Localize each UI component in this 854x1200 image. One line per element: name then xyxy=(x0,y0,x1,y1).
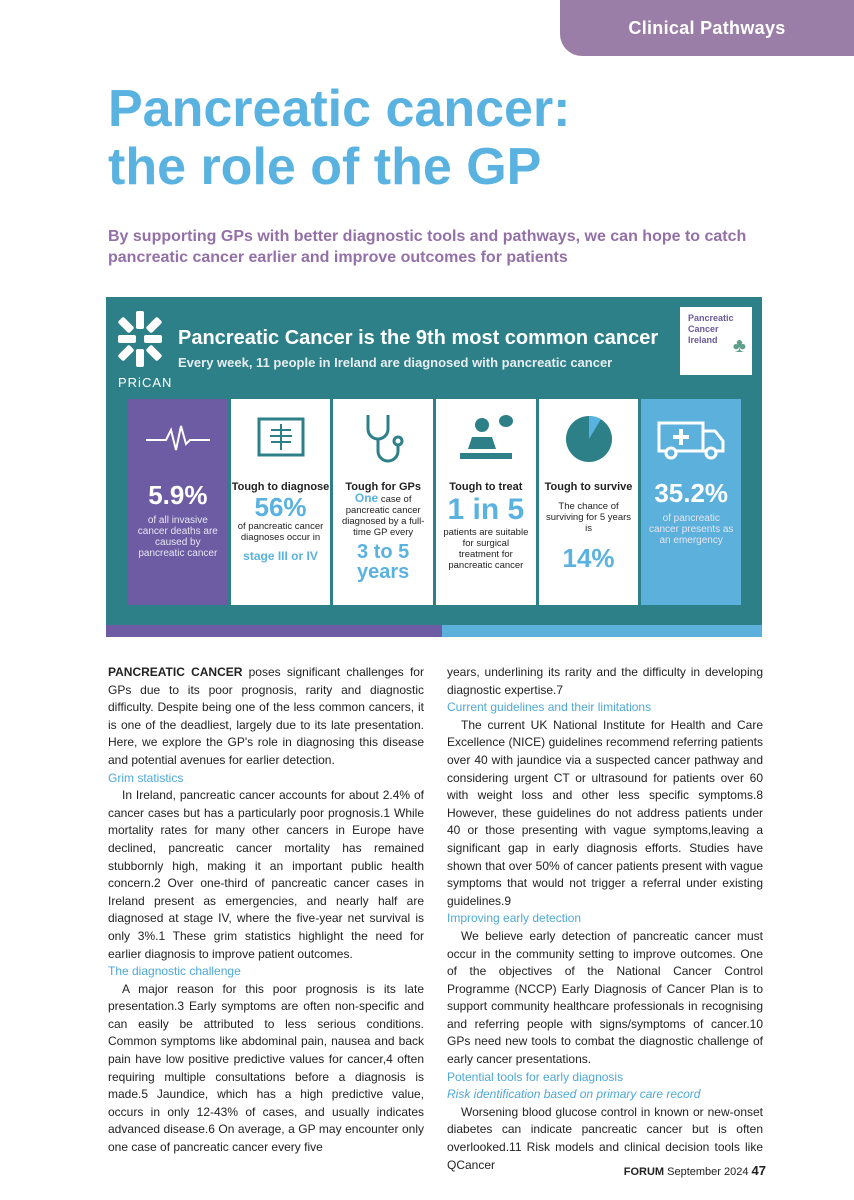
infographic-headline: Pancreatic Cancer is the 9th most common cancer xyxy=(178,327,659,349)
stat-gps-one: One xyxy=(354,491,379,505)
stat-treat-label: Tough to treat xyxy=(449,481,523,493)
pancreatic-cancer-ireland-logo xyxy=(680,307,752,375)
stat-gps-body: case of pancreatic cancer diagnosed by a full-time GP every xyxy=(341,494,425,538)
article-standfirst: By supporting GPs with better diagnostic tools and pathways, we can hope to catch pancreatic cancer earlier and improve outcomes for patients xyxy=(108,228,747,266)
stat-survive-label: Tough to survive xyxy=(544,481,633,493)
pie-icon xyxy=(539,399,639,479)
stat-deaths-value: 5.9% xyxy=(148,480,208,510)
stat-card-emergency xyxy=(641,399,741,605)
stat-card-deaths xyxy=(128,399,228,605)
heading-grim-statistics: Grim statistics xyxy=(108,770,184,785)
pricancan-logo-text: PRiCAN xyxy=(118,375,173,390)
stat-card-treat xyxy=(436,399,536,605)
heading-potential-tools: Potential tools for early diagnosis xyxy=(447,1069,624,1084)
stat-diagnose-text: of pancreatic cancer diagnoses occur in xyxy=(237,521,324,543)
stat-deaths-text: of all invasive cancer deaths are caused by pancreatic cancer xyxy=(137,515,218,559)
subheading-risk-identification: Risk identification based on primary care record xyxy=(447,1087,701,1102)
heading-current-guidelines: Current guidelines and their limitations xyxy=(447,700,652,715)
article-title xyxy=(108,80,571,196)
stat-gps-text xyxy=(333,493,433,538)
paragraph-grim-statistics: In Ireland, pancreatic cancer accounts for about 2.4% of cancer cases but has a particularly poor prognosis.1 While mortality rates for many other cancers in Europe have declined, pancreatic cancer mortality has remained stubbornly high, making it an important public health concern.2 Over one-third of pancreatic cancer cases in Ireland present as emergencies, and nearly half are diagnosed at stage IV, where the five-year net survival is only 3%.1 These grim statistics highlight the need for earlier diagnosis to improve patient outcomes. xyxy=(108,788,424,961)
stat-diagnose-value: 56% xyxy=(254,492,307,522)
footer-brand: FORUM xyxy=(623,1166,665,1178)
intro-lead: PANCREATIC CANCER xyxy=(108,665,243,679)
column-right xyxy=(447,664,763,1174)
stat-emergency-text: of pancreatic cancer presents as an emergency xyxy=(648,513,734,546)
surgery-icon xyxy=(436,399,536,479)
stat-card-survive xyxy=(539,399,639,605)
footer-date: September 2024 xyxy=(667,1166,749,1178)
page-footer xyxy=(624,1163,766,1178)
stat-diagnose-emph: stage III or IV xyxy=(243,549,318,563)
stethoscope-icon xyxy=(333,399,433,479)
title-line-2: the role of the GP xyxy=(108,138,542,196)
paragraph-challenge-continued: years, underlining its rarity and the difficulty in developing diagnostic expertise.7 xyxy=(447,665,763,697)
stat-treat-text: patients are suitable for surgical treatment for pancreatic cancer xyxy=(443,527,529,571)
column-left xyxy=(108,664,424,1157)
stat-cards xyxy=(128,399,741,605)
stat-diagnose-label: Tough to diagnose xyxy=(231,481,330,493)
stat-survive-value: 14% xyxy=(562,543,615,573)
section-tab: Clinical Pathways xyxy=(560,0,854,56)
paragraph-current-guidelines: The current UK National Institute for Health and Care Excellence (NICE) guidelines recommend referring patients over 40 with jaundice via a suspected cancer pathway and considering urgent CT or ultrasound for patients over 60 with weight loss and other less specific symptoms.8 However, these guidelines do not address patients under 40 or those presenting with vague symptoms,leaving a significant gap in early diagnosis efforts. Studies have shown that over 50% of cancer patients present with vague symptoms that would not trigger a referral under existing guidelines.9 xyxy=(447,717,763,908)
pci-logo-line-3: Ireland xyxy=(688,335,718,345)
infographic xyxy=(106,297,762,637)
heading-diagnostic-challenge: The diagnostic challenge xyxy=(108,964,241,979)
infographic-subhead: Every week, 11 people in Ireland are diagnosed with pancreatic cancer xyxy=(178,355,613,370)
paragraph-diagnostic-challenge: A major reason for this poor prognosis is its late presentation.3 Early symptoms are often non-specific and can easily be attributed to less serious conditions. Common symptoms like abdominal pain, nausea and back pain have low positive predictive values for cancer,4 often requiring multiple consultations before a diagnosis is made.5 Jaundice, which has a high predictive value, occurs in only 12-43% of cases, and usually indicates advanced disease.6 On average, a GP may encounter only one case of pancreatic cancer every five xyxy=(108,981,424,1155)
paragraph-improving-detection: We believe early detection of pancreatic cancer must occur in the community setting to improve outcomes. One of the objectives of the National Cancer Control Programme (NCCP) Early Diagnosis of Cancer Plan is to support community healthcare professionals in recognising and referring people with signs/symptoms of cancer.10 GPs need new tools to combat the diagnostic challenge of early cancer presentations. xyxy=(447,928,763,1067)
ambulance-icon xyxy=(641,399,741,479)
heading-improving-detection: Improving early detection xyxy=(447,911,582,926)
stat-card-gps xyxy=(333,399,433,605)
stat-card-diagnose xyxy=(231,399,331,605)
clover-icon: ♣ xyxy=(732,335,746,357)
pci-logo-line-2: Cancer xyxy=(688,324,719,334)
stat-gps-value: 3 to 5 years xyxy=(357,541,410,583)
page-number: 47 xyxy=(751,1163,766,1178)
stat-emergency-value: 35.2% xyxy=(654,478,729,508)
heartbeat-icon xyxy=(128,399,228,479)
title-line-1: Pancreatic cancer: xyxy=(108,80,571,138)
stat-gps-label: Tough for GPs xyxy=(345,481,421,493)
xray-icon xyxy=(231,399,331,479)
stat-survive-text: The chance of surviving for 5 years is xyxy=(546,501,632,534)
intro-paragraph xyxy=(108,664,424,770)
intro-text: poses significant challenges for GPs due to its poor prognosis, rarity and diagnostic difficulty. Despite being one of the less common cancers, it is one of the deadliest, largely due to its late presentation. Here, we explore the GP's role in diagnosing this disease and potential avenues for earlier detection. xyxy=(108,665,424,767)
paragraph-risk-identification: Worsening blood glucose control in known or new-onset diabetes can indicate pancreatic cancer but is often overlooked.11 Risk models and clinical decision tools like QCancer xyxy=(447,1104,763,1172)
pci-logo-line-1: Pancreatic xyxy=(688,313,734,323)
infographic-footer-bar xyxy=(106,625,762,637)
stat-treat-value: 1 in 5 xyxy=(447,493,525,526)
pricancan-logo-icon xyxy=(116,309,164,369)
